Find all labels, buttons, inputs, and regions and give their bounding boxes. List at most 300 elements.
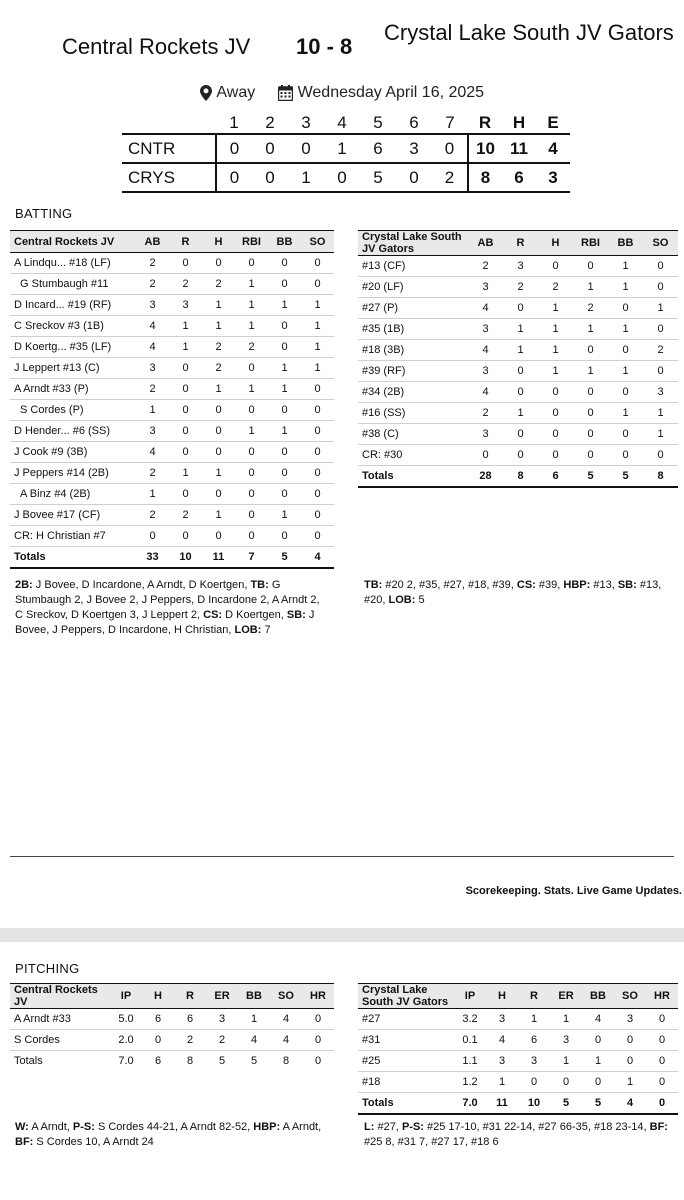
linescore-team: CRYS bbox=[128, 167, 175, 187]
stat-cell: 0 bbox=[302, 1030, 334, 1051]
stat-cell: 3 bbox=[486, 1051, 518, 1072]
stat-cell: 1 bbox=[301, 358, 334, 379]
totals-label: Totals bbox=[14, 1055, 43, 1068]
note-text: S Cordes 44-21, A Arndt 82-52, bbox=[97, 1121, 251, 1133]
stat-cell: 1 bbox=[608, 403, 643, 424]
stat-cell: 3 bbox=[468, 424, 503, 445]
stat-cell: 0 bbox=[268, 316, 301, 337]
total-cell: 5 bbox=[250, 1055, 258, 1068]
stat-cell: 0 bbox=[646, 1072, 678, 1093]
player-name: #27 (P) bbox=[358, 298, 468, 319]
stat-cell: 2 bbox=[202, 358, 235, 379]
stat-cell: 4 bbox=[270, 1030, 302, 1051]
player-row bbox=[358, 424, 678, 445]
stat-cell: 2 bbox=[468, 256, 503, 277]
stat-cell: 0 bbox=[202, 526, 235, 547]
stat-cell: 0 bbox=[268, 253, 301, 274]
player-name: J Bovee #17 (CF) bbox=[10, 505, 136, 526]
note-label: HBP: bbox=[253, 1121, 281, 1133]
stat-column-header: R bbox=[169, 231, 202, 253]
stat-column-header: IP bbox=[454, 984, 486, 1009]
stat-cell: 3.2 bbox=[454, 1009, 486, 1030]
stat-cell: 0 bbox=[608, 298, 643, 319]
stat-column-header: SO bbox=[643, 231, 678, 256]
stat-cell: 4 bbox=[238, 1030, 270, 1051]
note-text: J Bovee, D Incardone, A Arndt, D Koertgen, bbox=[35, 579, 248, 591]
stat-column-header: HR bbox=[646, 984, 678, 1009]
note-label: W: bbox=[15, 1121, 29, 1133]
total-cell: 8 bbox=[186, 1055, 194, 1068]
table-header-row bbox=[10, 231, 334, 253]
stat-cell: 0 bbox=[268, 274, 301, 295]
stat-cell: 0.1 bbox=[454, 1030, 486, 1051]
stat-cell: 1 bbox=[503, 319, 538, 340]
stat-cell: 0 bbox=[643, 445, 678, 466]
stat-cell: 0 bbox=[573, 445, 608, 466]
note-label: SB: bbox=[286, 609, 306, 621]
inning-runs: 6 bbox=[373, 138, 383, 158]
stat-cell: 6 bbox=[174, 1009, 206, 1030]
stat-cell: 3 bbox=[206, 1009, 238, 1030]
stat-cell: 1 bbox=[268, 421, 301, 442]
total-cell: 0 bbox=[646, 1093, 678, 1114]
player-name: #13 (CF) bbox=[358, 256, 468, 277]
stat-cell: 1 bbox=[202, 295, 235, 316]
stat-cell: 2 bbox=[174, 1030, 206, 1051]
stat-cell: 1 bbox=[238, 1009, 270, 1030]
stat-cell: 0 bbox=[235, 253, 268, 274]
player-name: D Incard... #19 (RF) bbox=[10, 295, 136, 316]
stat-cell: 1 bbox=[538, 361, 573, 382]
inning-runs: 5 bbox=[373, 167, 383, 187]
inning-runs: 0 bbox=[265, 167, 275, 187]
stat-cell: 1 bbox=[169, 463, 202, 484]
player-name: S Cordes (P) bbox=[10, 400, 136, 421]
inning-runs: 0 bbox=[409, 167, 419, 187]
stat-cell: 0 bbox=[573, 340, 608, 361]
stat-cell: 1 bbox=[268, 379, 301, 400]
player-row bbox=[358, 403, 678, 424]
stat-cell: 0 bbox=[301, 442, 334, 463]
total-cell: 8 bbox=[643, 466, 678, 487]
stat-cell: 0 bbox=[503, 445, 538, 466]
stat-cell: 0 bbox=[202, 400, 235, 421]
stat-cell: 1 bbox=[268, 358, 301, 379]
player-row bbox=[10, 1030, 334, 1051]
stat-cell: 3 bbox=[136, 358, 169, 379]
team-column-header: Crystal Lake South JV Gators bbox=[358, 231, 468, 256]
stat-cell: 1 bbox=[301, 316, 334, 337]
note-label: CS: bbox=[203, 609, 223, 621]
totals-label: Totals bbox=[358, 466, 468, 487]
stat-cell: 0 bbox=[235, 358, 268, 379]
stat-cell: 3 bbox=[169, 295, 202, 316]
stat-cell: 2 bbox=[202, 337, 235, 358]
stat-cell: 1 bbox=[235, 274, 268, 295]
note-label: SB: bbox=[617, 579, 637, 591]
stat-cell: 3 bbox=[486, 1009, 518, 1030]
stat-cell: 0 bbox=[518, 1072, 550, 1093]
home-batting-table bbox=[10, 230, 334, 569]
pitching-section-title: PITCHING bbox=[15, 961, 80, 976]
player-row bbox=[358, 445, 678, 466]
stat-cell: 1 bbox=[486, 1072, 518, 1093]
stat-cell: 0 bbox=[235, 442, 268, 463]
stat-cell: 0 bbox=[614, 1051, 646, 1072]
stat-cell: 3 bbox=[468, 319, 503, 340]
note-label: CS: bbox=[516, 579, 536, 591]
note-text: #25 8, #31 7, #27 17, #18 6 bbox=[364, 1136, 499, 1148]
stat-cell: 2 bbox=[136, 379, 169, 400]
totals-label: Totals bbox=[358, 1093, 454, 1114]
stat-cell: 0 bbox=[301, 379, 334, 400]
calendar-icon bbox=[278, 85, 293, 101]
stat-cell: 0 bbox=[268, 463, 301, 484]
stat-cell: 1 bbox=[503, 403, 538, 424]
player-row bbox=[10, 274, 334, 295]
note-text: #20 2, #35, #27, #18, #39, bbox=[385, 579, 514, 591]
stat-cell: 0 bbox=[582, 1030, 614, 1051]
stat-column-header: R bbox=[503, 231, 538, 256]
stat-cell: 2 bbox=[206, 1030, 238, 1051]
player-row bbox=[10, 526, 334, 547]
stat-cell: 1 bbox=[202, 463, 235, 484]
note-text: S Cordes 10, A Arndt 24 bbox=[36, 1136, 154, 1148]
linescore-team: CNTR bbox=[128, 138, 176, 158]
player-row bbox=[358, 361, 678, 382]
stat-cell: 0 bbox=[643, 256, 678, 277]
stat-cell: 0 bbox=[169, 484, 202, 505]
player-row bbox=[358, 1051, 678, 1072]
note-label: BF: bbox=[649, 1121, 668, 1133]
stat-cell: 4 bbox=[468, 298, 503, 319]
stat-cell: 0 bbox=[301, 274, 334, 295]
inning-header: 7 bbox=[445, 112, 455, 132]
stat-cell: 2 bbox=[202, 274, 235, 295]
player-name: #35 (1B) bbox=[358, 319, 468, 340]
total-errors: 4 bbox=[548, 138, 558, 158]
player-row bbox=[358, 319, 678, 340]
inning-runs: 0 bbox=[337, 167, 347, 187]
stat-cell: 1 bbox=[550, 1009, 582, 1030]
stat-cell: 1 bbox=[301, 295, 334, 316]
player-row bbox=[358, 1009, 678, 1030]
line-score bbox=[122, 112, 570, 193]
player-name: CR: #30 bbox=[358, 445, 468, 466]
player-name: A Binz #4 (2B) bbox=[10, 484, 136, 505]
stat-cell: 1 bbox=[643, 298, 678, 319]
stat-cell: 0 bbox=[235, 400, 268, 421]
player-row bbox=[10, 337, 334, 358]
stat-cell: 1 bbox=[608, 319, 643, 340]
stat-cell: 4 bbox=[468, 340, 503, 361]
total-cell: 0 bbox=[314, 1055, 322, 1068]
player-row bbox=[358, 256, 678, 277]
note-label: P-S: bbox=[72, 1121, 95, 1133]
total-cell: 7 bbox=[235, 547, 268, 568]
total-cell: 11 bbox=[486, 1093, 518, 1114]
stat-cell: 0 bbox=[202, 253, 235, 274]
stat-cell: 0 bbox=[235, 484, 268, 505]
away-team-name: Crystal Lake South JV Gators bbox=[384, 20, 674, 45]
stat-cell: 4 bbox=[582, 1009, 614, 1030]
stat-cell: 3 bbox=[136, 295, 169, 316]
inning-runs: 0 bbox=[444, 138, 455, 158]
stat-cell: 0 bbox=[468, 445, 503, 466]
inning-runs: 0 bbox=[216, 163, 252, 192]
note-label: BF: bbox=[15, 1136, 34, 1148]
player-row bbox=[10, 400, 334, 421]
note-label: L: bbox=[364, 1121, 375, 1133]
note-text: #13, bbox=[593, 579, 615, 591]
stat-column-header: BB bbox=[582, 984, 614, 1009]
stat-cell: 1 bbox=[643, 424, 678, 445]
player-name: G Stumbaugh #11 bbox=[10, 274, 136, 295]
stat-cell: 0 bbox=[169, 421, 202, 442]
stat-cell: 0 bbox=[538, 256, 573, 277]
stat-cell: 4 bbox=[270, 1009, 302, 1030]
stat-cell: 2 bbox=[136, 505, 169, 526]
stat-cell: 0 bbox=[235, 463, 268, 484]
stat-cell: 1 bbox=[608, 277, 643, 298]
stat-cell: 1 bbox=[608, 361, 643, 382]
player-name: #38 (C) bbox=[358, 424, 468, 445]
note-text: A Arndt, bbox=[282, 1121, 322, 1133]
note-label: TB: bbox=[364, 579, 383, 591]
stat-cell: 0 bbox=[169, 400, 202, 421]
stat-column-header: BB bbox=[608, 231, 643, 256]
home-pitching-table bbox=[10, 983, 334, 1072]
player-row bbox=[10, 442, 334, 463]
player-name: A Arndt #33 (P) bbox=[10, 379, 136, 400]
stat-cell: 1 bbox=[268, 295, 301, 316]
player-name: CR: H Christian #7 bbox=[10, 526, 136, 547]
total-cell: 11 bbox=[202, 547, 235, 568]
stat-cell: 1 bbox=[573, 319, 608, 340]
total-cell: 5 bbox=[268, 547, 301, 568]
inning-header: 6 bbox=[409, 112, 419, 132]
stat-cell: 0 bbox=[538, 403, 573, 424]
note-label: HBP: bbox=[563, 579, 591, 591]
batting-section-title: BATTING bbox=[15, 206, 73, 221]
stat-cell: 0 bbox=[235, 526, 268, 547]
stat-column-header: HR bbox=[302, 984, 334, 1009]
total-errors: 3 bbox=[548, 167, 558, 187]
stat-column-header: AB bbox=[136, 231, 169, 253]
player-name: J Peppers #14 (2B) bbox=[10, 463, 136, 484]
stat-cell: 1 bbox=[169, 316, 202, 337]
stat-cell: 1 bbox=[538, 319, 573, 340]
note-label: LOB: bbox=[234, 624, 262, 636]
stat-column-header: BB bbox=[268, 231, 301, 253]
stat-cell: 2.0 bbox=[110, 1030, 142, 1051]
stat-cell: 0 bbox=[169, 379, 202, 400]
away-batting-table bbox=[358, 230, 678, 488]
stat-column-header: IP bbox=[110, 984, 142, 1009]
total-cell: 33 bbox=[136, 547, 169, 568]
home-pitching-notes bbox=[15, 1120, 333, 1150]
stat-cell: 3 bbox=[468, 277, 503, 298]
stat-cell: 1 bbox=[169, 337, 202, 358]
player-row bbox=[10, 463, 334, 484]
player-row bbox=[10, 295, 334, 316]
player-row bbox=[10, 421, 334, 442]
section-band bbox=[0, 928, 684, 942]
note-text: #27, bbox=[377, 1121, 399, 1133]
player-name: #18 bbox=[358, 1072, 454, 1093]
stat-cell: 0 bbox=[202, 484, 235, 505]
stat-cell: 0 bbox=[573, 424, 608, 445]
stat-cell: 2 bbox=[169, 274, 202, 295]
total-cell: 8 bbox=[282, 1055, 290, 1068]
total-cell: 5 bbox=[608, 466, 643, 487]
stat-cell: 0 bbox=[614, 1030, 646, 1051]
totals-row bbox=[10, 547, 334, 568]
player-name: D Hender... #6 (SS) bbox=[10, 421, 136, 442]
stat-cell: 3 bbox=[136, 421, 169, 442]
home-team-name: Central Rockets JV bbox=[62, 34, 251, 59]
player-name: J Leppert #13 (C) bbox=[10, 358, 136, 379]
stat-cell: 0 bbox=[169, 358, 202, 379]
stat-cell: 0 bbox=[573, 382, 608, 403]
player-name: #16 (SS) bbox=[358, 403, 468, 424]
note-label: P-S: bbox=[401, 1121, 424, 1133]
total-cell: 6 bbox=[538, 466, 573, 487]
player-name: D Koertg... #35 (LF) bbox=[10, 337, 136, 358]
stat-cell: 1 bbox=[573, 361, 608, 382]
player-row bbox=[358, 382, 678, 403]
stat-cell: 0 bbox=[573, 256, 608, 277]
stat-cell: 1 bbox=[235, 295, 268, 316]
stat-column-header: H bbox=[202, 231, 235, 253]
player-name: #39 (RF) bbox=[358, 361, 468, 382]
note-label: 2B: bbox=[15, 579, 33, 591]
stat-cell: 0 bbox=[643, 361, 678, 382]
player-name: #27 bbox=[358, 1009, 454, 1030]
stat-cell: 1 bbox=[202, 379, 235, 400]
stat-column-header: R bbox=[518, 984, 550, 1009]
player-name: J Cook #9 (3B) bbox=[10, 442, 136, 463]
stat-cell: 0 bbox=[608, 445, 643, 466]
inning-runs: 2 bbox=[444, 167, 455, 187]
stat-cell: 3 bbox=[614, 1009, 646, 1030]
team-column-header: Central Rockets JV bbox=[10, 231, 136, 253]
stat-cell: 0 bbox=[608, 382, 643, 403]
stat-cell: 0 bbox=[503, 298, 538, 319]
stat-cell: 1 bbox=[235, 379, 268, 400]
away-pitching-table bbox=[358, 983, 678, 1115]
stat-column-header: ER bbox=[206, 984, 238, 1009]
stat-cell: 1 bbox=[503, 340, 538, 361]
player-row bbox=[10, 379, 334, 400]
stat-cell: 0 bbox=[301, 463, 334, 484]
stat-cell: 1 bbox=[582, 1051, 614, 1072]
stat-cell: 3 bbox=[643, 382, 678, 403]
stat-cell: 0 bbox=[646, 1051, 678, 1072]
player-row bbox=[10, 505, 334, 526]
stat-column-header: SO bbox=[614, 984, 646, 1009]
inning-header: 5 bbox=[373, 112, 383, 132]
stat-cell: 0 bbox=[608, 340, 643, 361]
stat-cell: 2 bbox=[468, 403, 503, 424]
stat-cell: 0 bbox=[503, 382, 538, 403]
totals-row bbox=[358, 466, 678, 487]
table-header-row bbox=[358, 984, 678, 1009]
stat-column-header: H bbox=[538, 231, 573, 256]
note-text: D Koertgen, bbox=[225, 609, 284, 621]
inning-header: 1 bbox=[229, 112, 239, 132]
stat-cell: 0 bbox=[302, 1009, 334, 1030]
stat-cell: 2 bbox=[136, 463, 169, 484]
stat-cell: 1 bbox=[538, 340, 573, 361]
stat-cell: 2 bbox=[169, 505, 202, 526]
stat-cell: 0 bbox=[643, 277, 678, 298]
stat-cell: 0 bbox=[301, 526, 334, 547]
stat-column-header: SO bbox=[301, 231, 334, 253]
stat-cell: 5.0 bbox=[110, 1009, 142, 1030]
final-score: 10 - 8 bbox=[296, 34, 353, 59]
player-name: #34 (2B) bbox=[358, 382, 468, 403]
inning-runs: 0 bbox=[301, 138, 311, 158]
hits-header: H bbox=[512, 112, 526, 132]
total-cell: 7.0 bbox=[118, 1055, 134, 1068]
inning-runs: 0 bbox=[216, 134, 252, 163]
linescore-row bbox=[122, 134, 570, 163]
stat-column-header: R bbox=[174, 984, 206, 1009]
stat-cell: 4 bbox=[468, 382, 503, 403]
stat-cell: 1 bbox=[202, 505, 235, 526]
stat-cell: 1 bbox=[550, 1051, 582, 1072]
stat-cell: 1 bbox=[608, 256, 643, 277]
stat-cell: 0 bbox=[202, 421, 235, 442]
total-cell: 10 bbox=[518, 1093, 550, 1114]
stat-cell: 0 bbox=[503, 424, 538, 445]
game-date: Wednesday April 16, 2025 bbox=[297, 84, 485, 101]
total-cell: 6 bbox=[154, 1055, 162, 1068]
tagline: Scorekeeping. Stats. Live Game Updates. bbox=[465, 885, 682, 897]
total-cell: 7.0 bbox=[454, 1093, 486, 1114]
game-header bbox=[0, 0, 684, 80]
total-hits: 6 bbox=[514, 167, 524, 187]
note-text: #25 17-10, #31 22-14, #27 66-35, #18 23-14, bbox=[427, 1121, 647, 1133]
total-cell: 5 bbox=[573, 466, 608, 487]
total-hits: 11 bbox=[510, 138, 528, 158]
player-row bbox=[10, 358, 334, 379]
stat-cell: 0 bbox=[550, 1072, 582, 1093]
stat-cell: 4 bbox=[136, 316, 169, 337]
stat-cell: 0 bbox=[268, 400, 301, 421]
errors-header: E bbox=[547, 112, 559, 132]
stat-cell: 0 bbox=[582, 1072, 614, 1093]
stat-cell: 1 bbox=[235, 316, 268, 337]
total-cell: 4 bbox=[301, 547, 334, 568]
player-name: #18 (3B) bbox=[358, 340, 468, 361]
stat-cell: 0 bbox=[169, 253, 202, 274]
player-row bbox=[358, 340, 678, 361]
stat-cell: 0 bbox=[643, 319, 678, 340]
stat-cell: 0 bbox=[301, 253, 334, 274]
stat-cell: 0 bbox=[608, 424, 643, 445]
stat-column-header: RBI bbox=[573, 231, 608, 256]
player-row bbox=[10, 1009, 334, 1030]
player-name: A Lindqu... #18 (LF) bbox=[10, 253, 136, 274]
total-cell: 5 bbox=[218, 1055, 226, 1068]
stat-cell: 0 bbox=[538, 445, 573, 466]
stat-cell: 0 bbox=[573, 403, 608, 424]
stat-cell: 0 bbox=[202, 442, 235, 463]
player-name: A Arndt #33 bbox=[10, 1009, 110, 1030]
stat-cell: 4 bbox=[136, 337, 169, 358]
